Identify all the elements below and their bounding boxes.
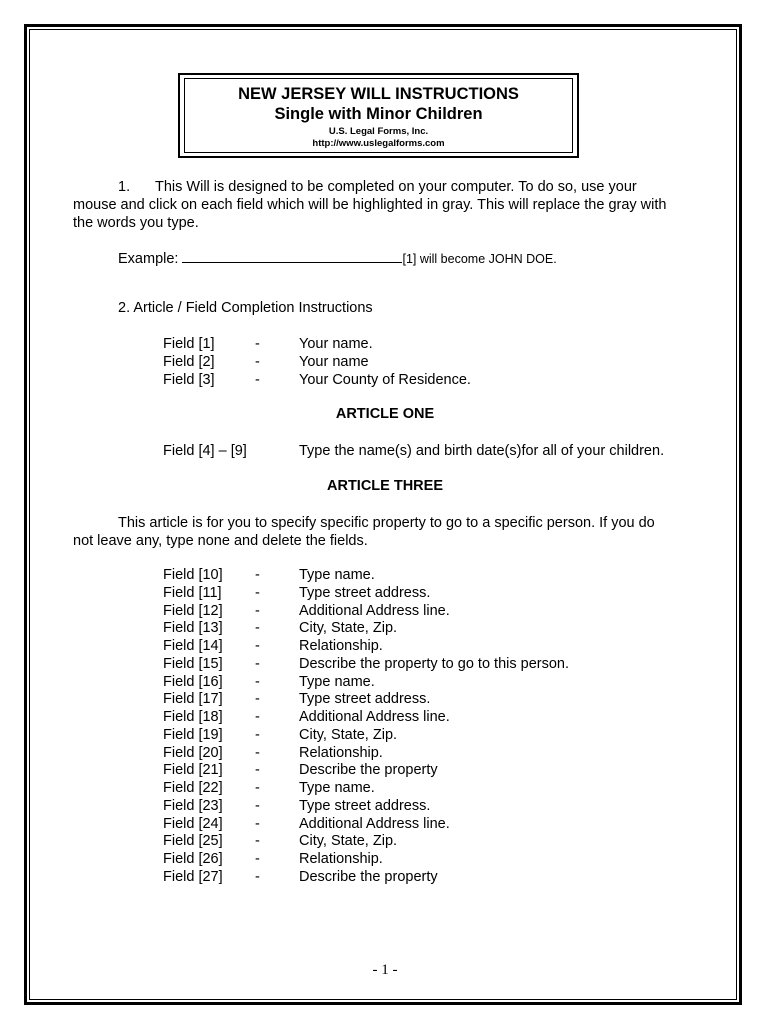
intro-paragraph — [73, 178, 703, 232]
document-subtitle: Single with Minor Children — [274, 105, 483, 123]
intro-line-3: the words you type. — [73, 215, 199, 231]
page-number: - 1 - — [372, 962, 398, 978]
title-box — [184, 78, 573, 153]
example-text: [1] will become JOHN DOE. — [402, 252, 557, 266]
example-line — [118, 249, 557, 268]
example-blank — [182, 249, 402, 263]
article-three-line-2: not leave any, type none and delete the fields. — [73, 533, 368, 549]
company-url: http://www.uslegalforms.com — [312, 138, 445, 149]
intro-number: 1. — [118, 179, 131, 195]
section-2-heading: 2. Article / Field Completion Instructions — [118, 300, 373, 316]
article-one-field-desc: Type the name(s) and birth date(s)for all of your children. — [299, 443, 665, 459]
article-one-heading: ARTICLE ONE — [335, 406, 435, 422]
company-name: U.S. Legal Forms, Inc. — [328, 126, 429, 137]
article-three-paragraph — [73, 514, 703, 550]
article-one-field-label: Field [4] – [9] — [163, 443, 247, 459]
article-three-line-1: This article is for you to specify specific property to go to a specific person. If you do — [118, 515, 655, 531]
document-title: NEW JERSEY WILL INSTRUCTIONS — [238, 85, 519, 103]
article-one-field — [163, 442, 247, 460]
example-label: Example: — [118, 251, 179, 267]
intro-line-1: This Will is designed to be completed on your computer. To do so, use your — [155, 179, 637, 195]
intro-line-2: mouse and click on each field which will be highlighted in gray. This will replace the gray with — [73, 197, 667, 213]
article-three-heading: ARTICLE THREE — [327, 478, 443, 494]
